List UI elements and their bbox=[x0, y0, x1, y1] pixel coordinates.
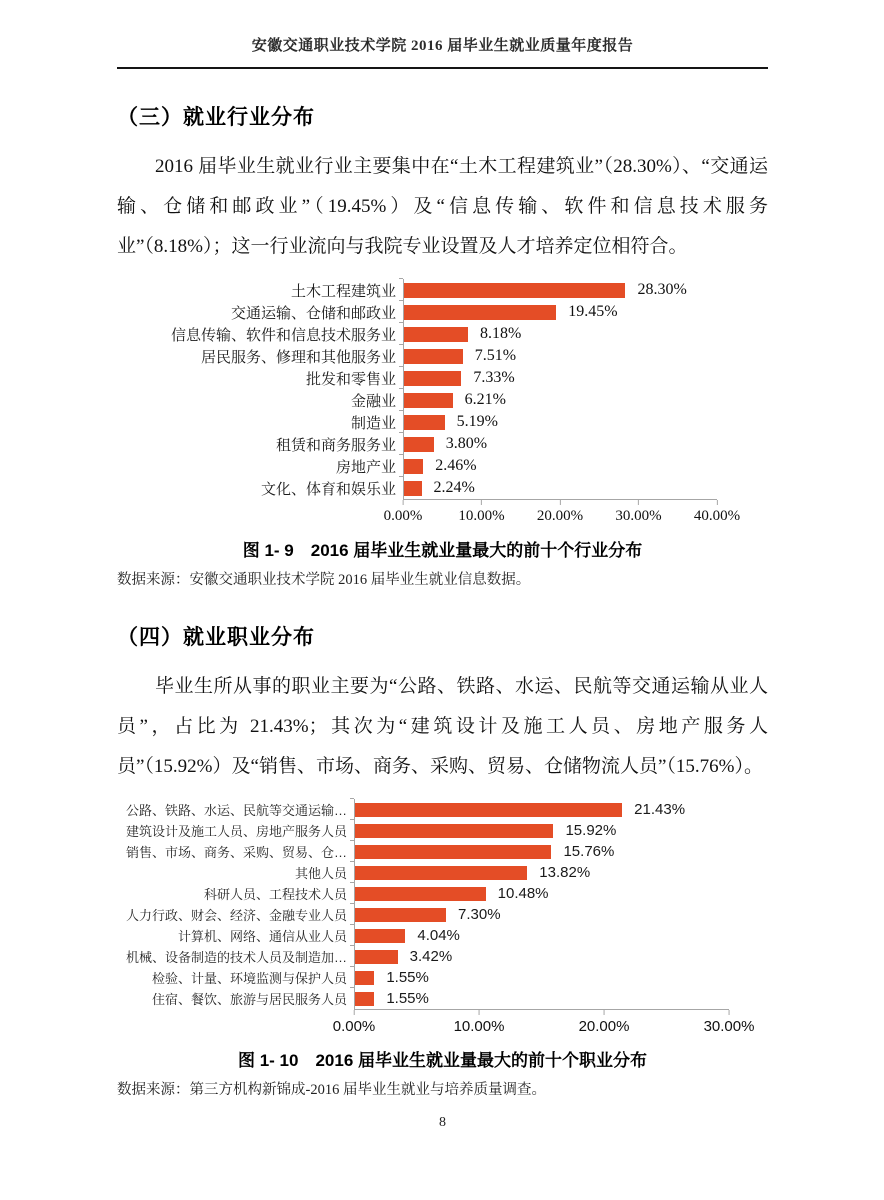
value-label: 7.30% bbox=[458, 906, 501, 923]
bar-cell bbox=[403, 389, 717, 411]
value-label: 1.55% bbox=[386, 990, 429, 1007]
bar bbox=[355, 803, 622, 817]
bar bbox=[404, 327, 468, 342]
bar bbox=[404, 393, 453, 408]
category-label: 公路、铁路、水运、民航等交通运输… bbox=[125, 803, 347, 818]
x-tick-label: 40.00% bbox=[693, 508, 741, 524]
category-label: 信息传输、软件和信息技术服务业 bbox=[170, 327, 396, 344]
bar-row bbox=[117, 323, 768, 345]
bar bbox=[355, 887, 486, 901]
section-3-heading: （三）就业行业分布 bbox=[117, 106, 315, 129]
bar-cell bbox=[403, 433, 717, 455]
section-4-paragraph: 毕业生所从事的职业主要为“公路、铁路、水运、民航等交通运输从业人员”，占比为 21.43%；其次为“建筑设计及施工人员、房地产服务人员”（15.92%）及“销售、市场、商务、采购、贸易、仓储物流人员”（15.76%）。 bbox=[117, 676, 768, 777]
bar-cell bbox=[403, 345, 717, 367]
category-label: 房地产业 bbox=[335, 459, 396, 476]
bar-row bbox=[117, 967, 768, 988]
bar-cell bbox=[354, 862, 729, 883]
figure-1-9-caption: 图 1- 9 2016 届毕业生就业量最大的前十个行业分布 bbox=[242, 541, 643, 560]
bar-cell bbox=[403, 323, 717, 345]
section-4-heading: （四）就业职业分布 bbox=[117, 626, 315, 649]
category-label: 检验、计量、环境监测与保护人员 bbox=[151, 971, 347, 986]
bar bbox=[404, 459, 423, 474]
bar-row bbox=[117, 862, 768, 883]
category-label: 销售、市场、商务、采购、贸易、仓… bbox=[125, 845, 347, 860]
value-label: 5.19% bbox=[456, 413, 498, 430]
x-tick-mark bbox=[717, 500, 718, 505]
x-axis-tick bbox=[537, 500, 583, 525]
bar-row bbox=[117, 279, 768, 301]
bar bbox=[355, 950, 398, 964]
bar-row bbox=[117, 946, 768, 967]
x-tick-label: 10.00% bbox=[453, 1018, 505, 1035]
x-tick-mark bbox=[638, 500, 639, 505]
chart-x-axis-ticks bbox=[332, 1010, 755, 1040]
value-label: 10.48% bbox=[497, 885, 549, 902]
bar-cell bbox=[403, 301, 717, 323]
bar bbox=[355, 866, 527, 880]
x-tick-mark bbox=[604, 1010, 605, 1015]
bar bbox=[355, 824, 553, 838]
bar-row bbox=[117, 841, 768, 862]
x-tick-label: 20.00% bbox=[578, 1018, 630, 1035]
category-label: 文化、体育和娱乐业 bbox=[260, 481, 396, 498]
category-label: 土木工程建筑业 bbox=[290, 283, 396, 300]
category-label: 科研人员、工程技术人员 bbox=[203, 887, 347, 902]
bar-cell bbox=[403, 477, 717, 499]
bar-row bbox=[117, 389, 768, 411]
chart-bar-rows bbox=[117, 799, 768, 1009]
value-label: 2.46% bbox=[435, 457, 477, 474]
bar-cell bbox=[403, 411, 717, 433]
bar bbox=[404, 305, 556, 320]
x-tick-label: 30.00% bbox=[703, 1018, 755, 1035]
x-tick-label: 0.00% bbox=[332, 1018, 376, 1035]
category-label: 租赁和商务服务业 bbox=[275, 437, 396, 454]
figure-1-10-caption: 图 1- 10 2016 届毕业生就业量最大的前十个职业分布 bbox=[237, 1051, 647, 1070]
header-rule bbox=[117, 67, 768, 69]
bar-cell bbox=[354, 925, 729, 946]
value-label: 6.21% bbox=[464, 391, 506, 408]
bar bbox=[404, 481, 422, 496]
value-label: 4.04% bbox=[417, 927, 460, 944]
bar bbox=[355, 971, 374, 985]
section-3-paragraph: 2016 届毕业生就业行业主要集中在“土木工程建筑业”（28.30%）、“交通运输、仓储和邮政业”（19.45%）及“信息传输、软件和信息技术服务业”（8.18%）；这一行业流向与我院专业设置及人才培养定位相符合。 bbox=[117, 156, 768, 257]
value-label: 7.33% bbox=[473, 369, 515, 386]
bar-cell bbox=[403, 367, 717, 389]
x-axis-tick bbox=[384, 500, 423, 525]
bar-row bbox=[117, 820, 768, 841]
x-axis-tick bbox=[704, 1010, 755, 1035]
category-label: 金融业 bbox=[350, 393, 396, 410]
bar bbox=[404, 371, 461, 386]
value-label: 15.76% bbox=[563, 843, 615, 860]
x-tick-mark bbox=[353, 1010, 354, 1015]
value-label: 3.80% bbox=[445, 435, 488, 452]
x-tick-label: 20.00% bbox=[536, 508, 584, 524]
bar-row bbox=[117, 925, 768, 946]
x-axis-tick bbox=[454, 1010, 505, 1035]
category-label: 居民服务、修理和其他服务业 bbox=[200, 349, 396, 366]
bar-row bbox=[117, 883, 768, 904]
value-label: 1.55% bbox=[386, 969, 429, 986]
category-label: 建筑设计及施工人员、房地产服务人员 bbox=[125, 824, 347, 839]
x-axis-tick bbox=[615, 500, 661, 525]
chart-bar-rows bbox=[117, 279, 768, 499]
running-header: 安徽交通职业技术学院 2016 届毕业生就业质量年度报告 bbox=[251, 38, 634, 54]
bar-row bbox=[117, 988, 768, 1009]
industry-distribution-chart bbox=[117, 279, 768, 530]
bar-cell bbox=[403, 455, 717, 477]
figure-1-9-source: 数据来源：安徽交通职业技术学院 2016 届毕业生就业信息数据。 bbox=[117, 572, 531, 588]
bar-cell bbox=[403, 279, 717, 301]
bar-row bbox=[117, 301, 768, 323]
page-number: 8 bbox=[439, 1115, 446, 1130]
bar bbox=[404, 415, 445, 430]
value-label: 13.82% bbox=[539, 864, 591, 881]
bar bbox=[355, 908, 446, 922]
bar-cell bbox=[354, 988, 729, 1009]
bar-cell bbox=[354, 946, 729, 967]
bar-row bbox=[117, 411, 768, 433]
x-tick-label: 10.00% bbox=[458, 508, 505, 524]
bar-row bbox=[117, 455, 768, 477]
x-tick-label: 0.00% bbox=[383, 508, 423, 524]
bar-row bbox=[117, 477, 768, 499]
x-axis-tick bbox=[579, 1010, 630, 1035]
bar-cell bbox=[354, 799, 729, 820]
bar bbox=[404, 283, 625, 298]
value-label: 21.43% bbox=[634, 801, 686, 818]
category-label: 人力行政、财会、经济、金融专业人员 bbox=[125, 908, 347, 923]
bar-cell bbox=[354, 820, 729, 841]
value-label: 28.30% bbox=[637, 281, 687, 298]
bar-row bbox=[117, 799, 768, 820]
category-label: 其他人员 bbox=[294, 866, 347, 881]
x-tick-mark bbox=[481, 500, 482, 505]
value-label: 7.51% bbox=[474, 347, 517, 364]
bar-row bbox=[117, 904, 768, 925]
x-tick-mark bbox=[729, 1010, 730, 1015]
chart-x-axis-ticks bbox=[383, 500, 741, 530]
bar-row bbox=[117, 433, 768, 455]
bar bbox=[355, 992, 374, 1006]
figure-1-10-source: 数据来源：第三方机构新锦成-2016 届毕业生就业与培养质量调查。 bbox=[117, 1082, 546, 1098]
value-label: 8.18% bbox=[480, 325, 522, 342]
value-label: 15.92% bbox=[565, 822, 617, 839]
category-label: 计算机、网络、通信从业人员 bbox=[177, 929, 347, 944]
bar-row bbox=[117, 345, 768, 367]
x-tick-mark bbox=[403, 500, 404, 505]
value-label: 19.45% bbox=[568, 303, 618, 320]
x-tick-mark bbox=[479, 1010, 480, 1015]
value-label: 3.42% bbox=[409, 948, 453, 965]
category-label: 住宿、餐饮、旅游与居民服务人员 bbox=[151, 992, 347, 1007]
category-label: 交通运输、仓储和邮政业 bbox=[230, 305, 396, 322]
x-axis-tick bbox=[333, 1010, 376, 1035]
bar-cell bbox=[354, 904, 729, 925]
bar bbox=[404, 349, 463, 364]
x-axis-tick bbox=[458, 500, 504, 525]
occupation-distribution-chart bbox=[117, 799, 768, 1040]
bar bbox=[404, 437, 434, 452]
category-label: 机械、设备制造的技术人员及制造加… bbox=[125, 950, 347, 965]
bar bbox=[355, 929, 405, 943]
bar-cell bbox=[354, 967, 729, 988]
x-tick-label: 30.00% bbox=[615, 508, 662, 524]
x-tick-mark bbox=[560, 500, 561, 505]
category-label: 制造业 bbox=[350, 415, 396, 432]
bar-cell bbox=[354, 883, 729, 904]
bar-cell bbox=[354, 841, 729, 862]
bar bbox=[355, 845, 551, 859]
category-label: 批发和零售业 bbox=[305, 371, 396, 388]
bar-row bbox=[117, 367, 768, 389]
x-axis-tick bbox=[694, 500, 740, 525]
value-label: 2.24% bbox=[433, 479, 475, 496]
